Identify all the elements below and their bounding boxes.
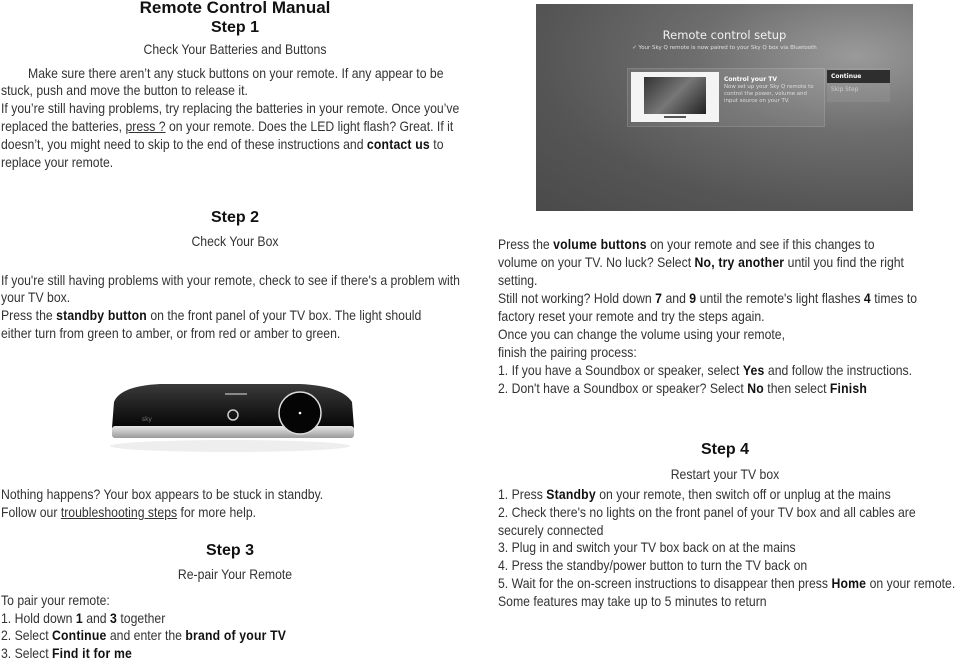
text-segment: 1. Hold down (1, 611, 76, 626)
step2-line (1, 289, 70, 307)
step2-subtitle: Check Your Box (191, 234, 279, 249)
step3-continued-line (498, 326, 785, 344)
step3-continued-line (498, 344, 637, 362)
text-segment: 3. Select (1, 646, 53, 661)
bold-term: standby button (56, 308, 147, 323)
tv-box-image (100, 368, 360, 463)
text-segment: 2. Select (1, 628, 53, 643)
step4-line (498, 504, 916, 522)
text-segment: until the remote's light flashes (696, 291, 864, 306)
manual-title: Remote Control Manual (139, 0, 331, 17)
text-segment: times to (870, 291, 918, 306)
link[interactable]: press ? (125, 119, 166, 134)
bold-term: brand of your TV (185, 628, 287, 643)
text-segment: for more help. (177, 505, 257, 520)
text-segment: and follow the instructions. (764, 363, 913, 378)
tv-card-text: Now set up your Sky Q remote to control the power, volume and input source on your TV. (724, 84, 814, 104)
step3-continued-line (498, 272, 537, 290)
step3-line (1, 592, 110, 610)
text-segment: replaced the batteries, (1, 119, 126, 134)
step1-line (1, 82, 248, 100)
step1-subtitle: Check Your Batteries and Buttons (143, 42, 327, 57)
step2-line (1, 272, 460, 290)
text-segment: volume on your TV. No luck? Select (498, 255, 695, 270)
step3-line (1, 627, 286, 645)
text-segment: and (82, 611, 111, 626)
bold-term: 3 (110, 611, 118, 626)
text-segment: 2. Don't have a Soundbox or speaker? Select (498, 381, 748, 396)
text-segment: Make sure there aren’t any stuck buttons on your remote. If any appear to be (28, 66, 444, 81)
tv-continue-option: Continue (827, 70, 890, 83)
step4-line (498, 575, 955, 593)
tv-skip-option: Skip Step (831, 87, 859, 93)
bold-term: Find it for me (52, 646, 133, 661)
text-segment: securely connected (498, 523, 604, 538)
step1-line (1, 118, 453, 136)
tv-screen-title: Remote control setup (662, 28, 787, 42)
text-segment: finish the pairing process: (498, 345, 637, 360)
step4-line (498, 486, 891, 504)
bold-term: Finish (829, 381, 867, 396)
text-segment: then select (763, 381, 830, 396)
step3-continued-line (498, 380, 867, 398)
text-segment: To pair your remote: (1, 593, 110, 608)
text-segment: until you find the right (784, 255, 904, 270)
text-segment: on your remote. (866, 576, 956, 591)
step2-after-line (1, 504, 256, 522)
text-segment: factory reset your remote and try the steps again. (498, 309, 765, 324)
step3-subtitle: Re-pair Your Remote (177, 567, 293, 582)
tv-thumbnail-image (631, 72, 719, 122)
text-segment: If you’re still having problems, try replacing the batteries in your remote. Once you’ve (1, 101, 460, 116)
text-segment: Press the (498, 237, 554, 252)
bold-term: No (747, 381, 764, 396)
bold-term: 7 (655, 291, 663, 306)
remote-setup-screenshot (536, 4, 913, 211)
step4-line (498, 593, 767, 611)
text-segment: Once you can change the volume using your remote, (498, 327, 786, 342)
step4-subtitle: Restart your TV box (670, 467, 780, 482)
text-segment: Some features may take up to 5 minutes to return (498, 594, 767, 609)
bold-term: Continue (52, 628, 107, 643)
text-segment: 4. Press the standby/power button to turn the TV back on (498, 558, 808, 573)
step1-line (1, 100, 459, 118)
step4-heading: Step 4 (700, 441, 749, 458)
text-segment: and (662, 291, 690, 306)
text-segment: 2. Check there's no lights on the front panel of your TV box and all cables are (498, 505, 916, 520)
text-segment: replace your remote. (1, 155, 114, 170)
step2-heading: Step 2 (210, 209, 259, 226)
step1-line (1, 154, 113, 172)
text-segment: If you're still having problems with your remote, check to see if there's a problem with (1, 273, 460, 288)
step4-line (498, 522, 603, 540)
text-segment: doesn’t, you might need to skip to the end of these instructions and (1, 137, 367, 152)
text-segment: either turn from green to amber, or from red or amber to green. (1, 326, 341, 341)
step1-line (1, 136, 444, 154)
bold-term: Yes (742, 363, 765, 378)
text-segment: Still not working? Hold down (498, 291, 656, 306)
text-segment: together (117, 611, 166, 626)
step1-heading: Step 1 (210, 19, 259, 36)
text-segment: 1. If you have a Soundbox or speaker, select (498, 363, 743, 378)
text-segment: setting. (498, 273, 538, 288)
text-segment: your TV box. (1, 290, 71, 305)
bold-term: volume buttons (553, 237, 647, 252)
text-segment: Nothing happens? Your box appears to be stuck in standby. (1, 487, 324, 502)
bold-term: 1 (75, 611, 83, 626)
link[interactable]: troubleshooting steps (60, 505, 178, 520)
step3-continued-line (498, 236, 875, 254)
step3-continued-line (498, 290, 917, 308)
text-segment: to (429, 137, 444, 152)
text-segment: 3. Plug in and switch your TV box back on at the mains (498, 540, 796, 555)
tv-card-heading: Control your TV (724, 76, 777, 83)
text-segment: on your remote and see if this changes to (646, 237, 875, 252)
svg-text:sky: sky (142, 416, 152, 423)
step2-line (1, 325, 340, 343)
step3-continued-line (498, 254, 904, 272)
text-segment: 5. Wait for the on-screen instructions to disappear then press (498, 576, 832, 591)
tv-screen-paired-message: ✓ Your Sky Q remote is now paired to your Sky Q box via Bluetooth (632, 45, 817, 51)
step2-line (1, 307, 421, 325)
step2-after-line (1, 486, 323, 504)
tv-screen-card (627, 68, 825, 127)
step4-line (498, 557, 807, 575)
step3-continued-line (498, 308, 765, 326)
bold-term: No, try another (694, 255, 785, 270)
text-segment: on your remote, then switch off or unplug at the mains (595, 487, 891, 502)
text-segment: and enter the (106, 628, 186, 643)
step3-continued-line (498, 362, 912, 380)
bold-term: Home (831, 576, 867, 591)
tv-screen-menu (827, 68, 890, 102)
bold-term: Standby (546, 487, 596, 502)
step3-heading: Step 3 (205, 542, 254, 559)
text-segment: Press the (1, 308, 57, 323)
bold-term: 4 (863, 291, 871, 306)
bold-term: 9 (689, 291, 697, 306)
step3-line (1, 645, 132, 663)
text-segment: on the front panel of your TV box. The light should (146, 308, 422, 323)
step3-line (1, 610, 165, 628)
step4-line (498, 539, 796, 557)
bold-term: contact us (366, 137, 430, 152)
text-segment: Follow our (1, 505, 61, 520)
text-segment: on your remote. Does the LED light flash? Great. If it (165, 119, 454, 134)
text-segment: 1. Press (498, 487, 547, 502)
step1-line (28, 65, 444, 83)
text-segment: stuck, push and move the button to release it. (1, 83, 248, 98)
